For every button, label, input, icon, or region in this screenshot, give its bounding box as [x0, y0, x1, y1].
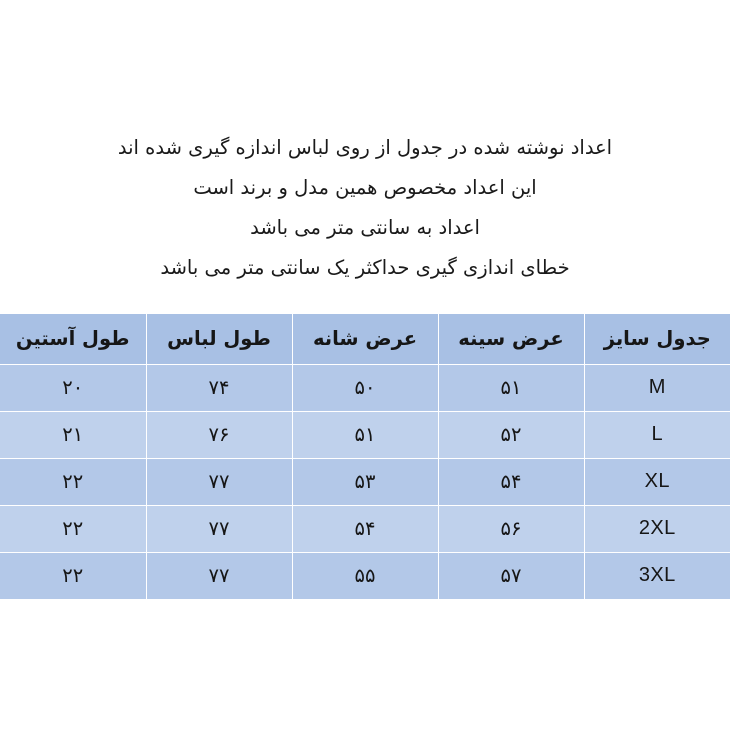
cell-chest: ۵۴ [438, 458, 584, 505]
column-header-length: طول لباس [146, 314, 292, 364]
cell-sleeve: ۲۲ [0, 458, 146, 505]
note-line-3: اعداد به سانتی متر می باشد [250, 216, 480, 239]
cell-length: ۷۶ [146, 411, 292, 458]
cell-sleeve: ۲۱ [0, 411, 146, 458]
cell-sleeve: ۲۲ [0, 505, 146, 552]
cell-size: XL [584, 458, 730, 505]
size-table-container [0, 314, 730, 599]
cell-sleeve: ۲۲ [0, 552, 146, 599]
cell-length: ۷۷ [146, 458, 292, 505]
notes-block [0, 128, 730, 288]
cell-size: L [584, 411, 730, 458]
column-header-size: جدول سایز [584, 314, 730, 364]
table-row [0, 364, 730, 411]
cell-shoulder: ۵۰ [292, 364, 438, 411]
size-table-head [0, 314, 730, 364]
cell-sleeve: ۲۰ [0, 364, 146, 411]
size-table-body [0, 364, 730, 599]
cell-length: ۷۷ [146, 505, 292, 552]
note-line-2: این اعداد مخصوص همین مدل و برند است [193, 176, 537, 199]
cell-size: M [584, 364, 730, 411]
cell-shoulder: ۵۴ [292, 505, 438, 552]
cell-size: 2XL [584, 505, 730, 552]
cell-chest: ۵۶ [438, 505, 584, 552]
cell-size: 3XL [584, 552, 730, 599]
table-row [0, 505, 730, 552]
column-header-sleeve: طول آستین [0, 314, 146, 364]
cell-shoulder: ۵۳ [292, 458, 438, 505]
cell-shoulder: ۵۵ [292, 552, 438, 599]
table-row [0, 552, 730, 599]
note-line-1: اعداد نوشته شده در جدول از روی لباس اندازه گیری شده اند [117, 136, 613, 159]
cell-chest: ۵۷ [438, 552, 584, 599]
column-header-chest: عرض سینه [438, 314, 584, 364]
cell-chest: ۵۲ [438, 411, 584, 458]
table-row [0, 458, 730, 505]
cell-chest: ۵۱ [438, 364, 584, 411]
table-row [0, 411, 730, 458]
table-header-row [0, 314, 730, 364]
column-header-shoulder: عرض شانه [292, 314, 438, 364]
note-line-4: خطای اندازی گیری حداکثر یک سانتی متر می باشد [160, 256, 570, 279]
cell-length: ۷۷ [146, 552, 292, 599]
cell-length: ۷۴ [146, 364, 292, 411]
size-table [0, 314, 730, 599]
cell-shoulder: ۵۱ [292, 411, 438, 458]
